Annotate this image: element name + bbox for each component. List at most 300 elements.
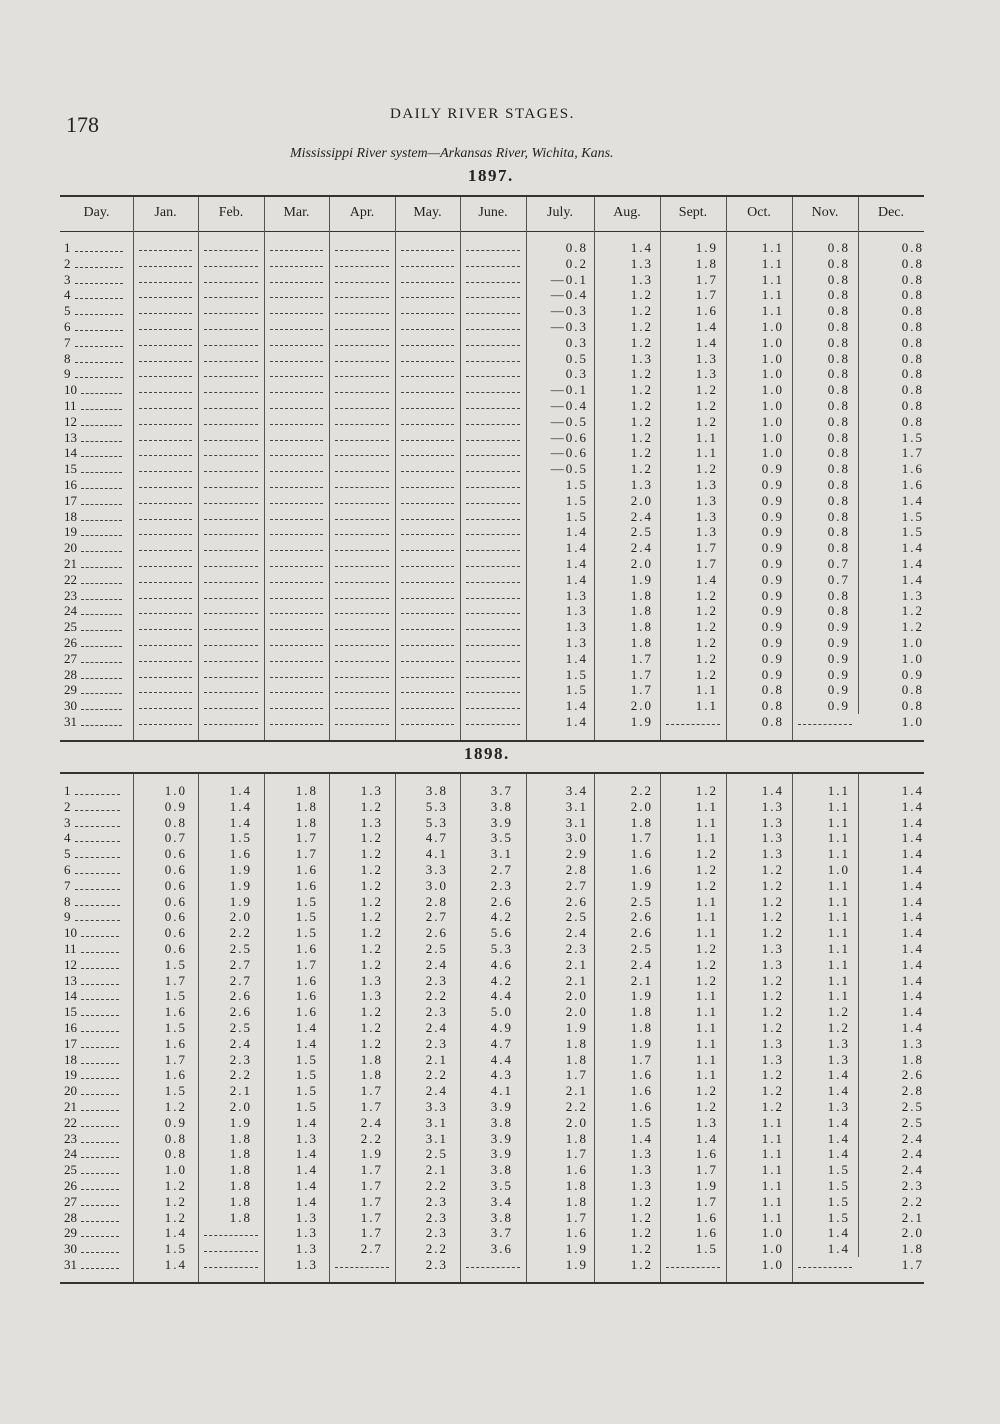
table-bottom-rule [60,1282,924,1284]
day-number: 9 [64,366,71,382]
stage-value-sept: 1.8 [695,255,718,271]
day-number: 28 [64,666,77,682]
stage-value-dec: 0.8 [901,682,924,698]
blank-cell-may [401,455,454,456]
stage-value-dec: 1.4 [901,972,924,988]
blank-cell-may [401,392,454,393]
stage-value-apr: 1.3 [360,783,383,798]
day-label [64,256,123,271]
stage-value-may: 2.3 [425,1225,448,1241]
blank-cell-mar [270,297,323,298]
column-divider [858,774,859,1257]
column-divider [198,197,199,740]
stage-value-aug: 1.8 [630,587,653,603]
stage-value-dec: 2.2 [901,1193,924,1209]
stage-value-oct: 1.2 [761,877,784,893]
day-label [64,414,122,429]
blank-cell-mar [270,250,323,251]
blank-cell-june [466,503,520,504]
column-header-july: July. [547,205,573,220]
stage-value-oct: 1.2 [761,1067,784,1083]
leader-dots [75,857,120,858]
stage-value-nov: 1.3 [827,1051,850,1067]
stage-value-dec: 1.5 [901,508,924,524]
day-number: 1 [64,783,71,798]
stage-value-july: —0.4 [550,398,588,413]
blank-cell-apr [335,661,389,662]
stage-value-aug: 2.2 [630,783,653,798]
day-number: 29 [64,682,77,698]
stage-value-jan: 1.5 [164,1083,187,1099]
day-label [64,319,123,334]
stage-value-oct: 1.1 [761,1114,784,1130]
stage-value-dec: 2.4 [901,1130,924,1146]
stage-value-sept: 1.1 [695,1035,718,1051]
blank-cell-june [466,250,520,251]
stage-value-july: 2.8 [565,862,588,877]
stage-value-aug: 2.0 [630,492,653,508]
stage-value-oct: 1.1 [761,1193,784,1209]
stage-value-may: 4.7 [425,830,448,846]
stage-value-nov: 0.8 [827,413,850,429]
day-label [64,830,120,845]
stage-value-feb: 1.4 [229,798,252,814]
stage-value-sept: 1.2 [695,587,718,603]
day-number: 17 [64,1035,77,1051]
day-label [64,382,122,397]
blank-cell-apr [335,692,389,693]
day-number: 22 [64,571,77,587]
stage-value-aug: 1.3 [630,271,653,287]
blank-cell-may [401,534,454,535]
stage-value-may: 2.4 [425,956,448,972]
day-number: 27 [64,1193,77,1209]
stage-value-sept: 1.1 [695,893,718,909]
stage-value-mar: 1.8 [295,798,318,814]
day-label [64,430,122,445]
stage-value-nov: 0.7 [827,556,850,571]
stage-value-oct: 0.9 [761,540,784,556]
stage-value-apr: 1.8 [360,1051,383,1067]
stage-value-feb: 2.5 [229,941,252,956]
day-number: 7 [64,334,71,350]
stage-value-jan: 1.6 [164,1067,187,1083]
stage-value-july: 2.4 [565,925,588,941]
stage-value-nov: 0.8 [827,445,850,461]
blank-cell-mar [270,487,323,488]
blank-cell-may [401,345,454,346]
day-number: 7 [64,877,71,893]
stage-value-nov: 1.1 [827,783,850,798]
blank-cell-jan [139,329,192,330]
stage-value-sept: 1.6 [695,303,718,319]
day-label [64,461,122,476]
stage-value-nov: 0.8 [827,587,850,603]
stage-value-sept: 1.2 [695,783,718,798]
blank-cell-june [466,629,520,630]
blank-cell-jan [139,692,192,693]
blank-cell-may [401,424,454,425]
day-label [64,445,122,460]
stage-value-sept: 1.2 [695,846,718,862]
blank-cell-jan [139,424,192,425]
stage-value-feb: 1.8 [229,1209,252,1225]
day-number: 4 [64,830,71,846]
blank-cell-june [466,361,520,362]
stage-value-oct: 1.0 [761,319,784,334]
stage-value-july: 2.0 [565,988,588,1004]
stage-value-aug: 1.6 [630,1067,653,1083]
stage-value-may: 2.1 [425,1162,448,1178]
blank-cell-mar [270,534,323,535]
day-number: 29 [64,1225,77,1241]
leader-dots [81,614,122,615]
blank-cell-apr [335,297,389,298]
stage-value-sept: 1.2 [695,1083,718,1099]
stage-value-nov: 1.1 [827,972,850,988]
stage-value-oct: 1.1 [761,1209,784,1225]
stage-value-sept: 1.1 [695,682,718,698]
stage-value-nov: 1.4 [827,1067,850,1083]
leader-dots [81,456,122,457]
day-number: 19 [64,524,77,540]
day-number: 24 [64,603,77,619]
stage-value-feb: 1.9 [229,893,252,909]
stage-value-jan: 0.6 [164,941,187,956]
day-label [64,1225,119,1240]
day-label [64,366,123,381]
stage-value-nov: 1.4 [827,1130,850,1146]
stage-value-aug: 1.7 [630,666,653,682]
stage-value-jan: 1.0 [164,783,187,798]
day-number: 16 [64,1020,77,1035]
day-number: 10 [64,382,77,398]
stage-value-mar: 1.7 [295,830,318,846]
stage-value-nov: 1.1 [827,798,850,814]
stage-value-may: 3.1 [425,1114,448,1130]
stage-value-dec: 1.2 [901,603,924,619]
stage-value-dec: 0.8 [901,255,924,271]
stage-value-oct: 0.9 [761,650,784,666]
stage-value-dec: 1.4 [901,956,924,972]
stage-value-mar: 1.4 [295,1146,318,1162]
stage-value-sept: 1.1 [695,1067,718,1083]
blank-cell-apr [335,1267,389,1268]
blank-cell-sept [666,724,720,725]
stage-value-june: 3.5 [490,1178,513,1193]
stage-value-oct: 1.3 [761,830,784,846]
stage-value-mar: 1.6 [295,972,318,988]
stage-value-mar: 1.5 [295,1051,318,1067]
stage-value-dec: 2.5 [901,1114,924,1130]
stage-value-dec: 2.5 [901,1099,924,1114]
stage-value-sept: 1.1 [695,698,718,714]
stage-value-july: 2.1 [565,1083,588,1099]
stage-value-june: 3.7 [490,1225,513,1241]
stage-value-nov: 1.1 [827,909,850,925]
day-number: 2 [64,798,71,814]
stage-value-apr: 1.2 [360,830,383,846]
stage-value-oct: 0.8 [761,698,784,714]
stage-value-may: 4.1 [425,846,448,862]
stage-value-oct: 0.9 [761,666,784,682]
stage-value-oct: 1.3 [761,941,784,956]
blank-cell-may [401,550,454,551]
stage-value-oct: 1.2 [761,893,784,909]
blank-cell-june [466,677,520,678]
blank-cell-mar [270,677,323,678]
stage-value-nov: 1.1 [827,956,850,972]
day-label [64,1020,119,1035]
stage-value-oct: 0.8 [761,714,784,729]
stage-value-sept: 1.9 [695,1178,718,1193]
stage-value-nov: 1.3 [827,1099,850,1114]
stage-value-dec: 0.8 [901,287,924,303]
stage-value-mar: 1.4 [295,1020,318,1035]
table-top-rule [60,772,924,774]
day-label [64,925,119,940]
blank-cell-feb [204,661,258,662]
stage-value-nov: 0.8 [827,540,850,556]
day-label [64,335,123,350]
day-label [64,556,122,571]
day-label [64,988,119,1003]
stage-value-july: 1.4 [565,571,588,587]
stage-value-july: 1.7 [565,1209,588,1225]
stage-value-oct: 1.0 [761,429,784,445]
stage-value-sept: 1.2 [695,603,718,619]
stage-value-july: 3.1 [565,814,588,830]
day-label [64,398,122,413]
blank-cell-nov [798,724,852,725]
blank-cell-mar [270,613,323,614]
stage-value-nov: 0.8 [827,334,850,350]
stage-value-june: 4.6 [490,956,513,972]
stage-value-sept: 1.7 [695,556,718,571]
day-label [64,524,122,539]
stage-value-dec: 1.4 [901,1020,924,1035]
blank-cell-feb [204,645,258,646]
day-label [64,1004,119,1019]
stage-value-jan: 1.5 [164,956,187,972]
stage-value-mar: 1.4 [295,1162,318,1178]
stage-value-july: 1.5 [565,492,588,508]
blank-cell-feb [204,313,258,314]
stage-value-aug: 2.0 [630,556,653,571]
day-label [64,1115,119,1130]
stage-value-dec: 2.6 [901,1067,924,1083]
stage-value-aug: 1.2 [630,398,653,413]
stage-value-jan: 0.6 [164,846,187,862]
stage-value-july: 1.4 [565,650,588,666]
stage-value-nov: 1.1 [827,893,850,909]
blank-cell-mar [270,692,323,693]
day-number: 12 [64,956,77,972]
stage-value-nov: 1.3 [827,1035,850,1051]
day-label [64,909,120,924]
stage-value-dec: 0.8 [901,413,924,429]
stage-value-aug: 1.2 [630,445,653,461]
stage-value-mar: 1.7 [295,956,318,972]
stage-value-oct: 1.0 [761,1257,784,1272]
stage-value-sept: 1.6 [695,1146,718,1162]
stage-value-jan: 1.7 [164,1051,187,1067]
blank-cell-jan [139,408,192,409]
stage-value-dec: 1.7 [901,445,924,461]
stage-value-feb: 1.4 [229,814,252,830]
stage-value-may: 2.3 [425,1257,448,1272]
stage-value-mar: 1.4 [295,1193,318,1209]
blank-cell-may [401,613,454,614]
day-label [64,240,123,255]
day-label [64,941,119,956]
stage-value-aug: 1.8 [630,635,653,650]
stage-value-aug: 2.0 [630,698,653,714]
leader-dots [75,905,120,906]
day-label [64,477,122,492]
stage-value-july: 1.9 [565,1257,588,1272]
day-label [64,878,120,893]
stage-value-june: 4.4 [490,1051,513,1067]
stage-value-sept: 1.3 [695,1114,718,1130]
day-number: 25 [64,1162,77,1178]
blank-cell-apr [335,629,389,630]
leader-dots [81,441,122,442]
blank-cell-june [466,455,520,456]
stage-value-sept: 1.7 [695,271,718,287]
blank-cell-mar [270,329,323,330]
leader-dots [81,952,119,953]
stage-value-dec: 0.8 [901,240,924,255]
blank-cell-jan [139,361,192,362]
stage-value-dec: 1.4 [901,571,924,587]
leader-dots [81,662,122,663]
day-label [64,1131,119,1146]
day-number: 14 [64,445,77,461]
stage-value-dec: 0.8 [901,303,924,319]
blank-cell-feb [204,1267,258,1268]
stage-value-sept: 1.3 [695,350,718,366]
leader-dots [81,520,122,521]
blank-cell-feb [204,1235,258,1236]
stage-value-aug: 1.2 [630,429,653,445]
blank-cell-feb [204,282,258,283]
stage-value-sept: 1.4 [695,571,718,587]
stage-value-nov: 1.4 [827,1225,850,1241]
blank-cell-may [401,708,454,709]
stage-value-nov: 0.8 [827,350,850,366]
blank-cell-apr [335,282,389,283]
blank-cell-mar [270,266,323,267]
stage-value-oct: 1.3 [761,1051,784,1067]
stage-value-mar: 1.5 [295,909,318,925]
stage-value-aug: 1.9 [630,714,653,729]
stage-value-may: 2.3 [425,1035,448,1051]
stage-value-apr: 1.7 [360,1162,383,1178]
stage-value-july: 2.0 [565,1004,588,1020]
stage-value-may: 2.5 [425,1146,448,1162]
stage-value-feb: 1.8 [229,1146,252,1162]
stage-value-july: 2.1 [565,956,588,972]
day-number: 10 [64,925,77,941]
stage-value-june: 4.3 [490,1067,513,1083]
leader-dots [81,678,122,679]
blank-cell-june [466,566,520,567]
stage-value-jan: 0.6 [164,925,187,941]
blank-cell-mar [270,582,323,583]
blank-cell-feb [204,566,258,567]
header-rule [60,231,924,232]
stage-value-oct: 1.0 [761,382,784,398]
day-number: 4 [64,287,71,303]
stage-value-apr: 1.2 [360,1020,383,1035]
stage-value-mar: 1.3 [295,1225,318,1241]
column-divider [329,197,330,740]
stage-value-dec: 1.4 [901,492,924,508]
stage-value-jan: 0.9 [164,1114,187,1130]
stage-value-jan: 0.8 [164,814,187,830]
stage-value-apr: 2.2 [360,1130,383,1146]
stage-value-feb: 1.8 [229,1130,252,1146]
blank-cell-apr [335,408,389,409]
blank-cell-apr [335,708,389,709]
blank-cell-feb [204,629,258,630]
stage-value-nov: 1.1 [827,830,850,846]
leader-dots [75,298,123,299]
day-label [64,303,123,318]
leader-dots [81,472,122,473]
blank-cell-jan [139,645,192,646]
stage-value-july: 1.4 [565,698,588,714]
stage-value-july: 1.4 [565,524,588,540]
stage-value-jan: 1.2 [164,1209,187,1225]
stage-value-dec: 1.3 [901,1035,924,1051]
stage-value-mar: 1.3 [295,1130,318,1146]
leader-dots [75,826,120,827]
blank-cell-jan [139,487,192,488]
column-divider [858,197,859,714]
stage-value-nov: 0.8 [827,303,850,319]
blank-cell-june [466,345,520,346]
blank-cell-mar [270,424,323,425]
day-number: 1 [64,240,71,255]
stage-value-dec: 1.4 [901,877,924,893]
stage-value-nov: 0.8 [827,366,850,382]
stage-value-feb: 1.8 [229,1193,252,1209]
stage-value-oct: 1.0 [761,445,784,461]
stage-value-july: 1.5 [565,682,588,698]
stage-value-dec: 0.8 [901,398,924,413]
blank-cell-may [401,692,454,693]
stage-value-may: 2.3 [425,1004,448,1020]
blank-cell-apr [335,424,389,425]
leader-dots [75,267,123,268]
stage-value-july: —0.1 [550,271,588,287]
stage-value-nov: 0.8 [827,508,850,524]
stage-value-sept: 1.3 [695,524,718,540]
stage-value-may: 2.4 [425,1020,448,1035]
table-bottom-rule [60,740,924,742]
stage-value-aug: 1.8 [630,619,653,635]
stage-value-may: 2.2 [425,1241,448,1257]
stage-value-apr: 1.2 [360,909,383,925]
blank-cell-feb [204,519,258,520]
blank-cell-june [466,329,520,330]
day-number: 23 [64,587,77,603]
day-number: 5 [64,303,71,319]
stage-value-oct: 1.1 [761,240,784,255]
blank-cell-feb [204,297,258,298]
